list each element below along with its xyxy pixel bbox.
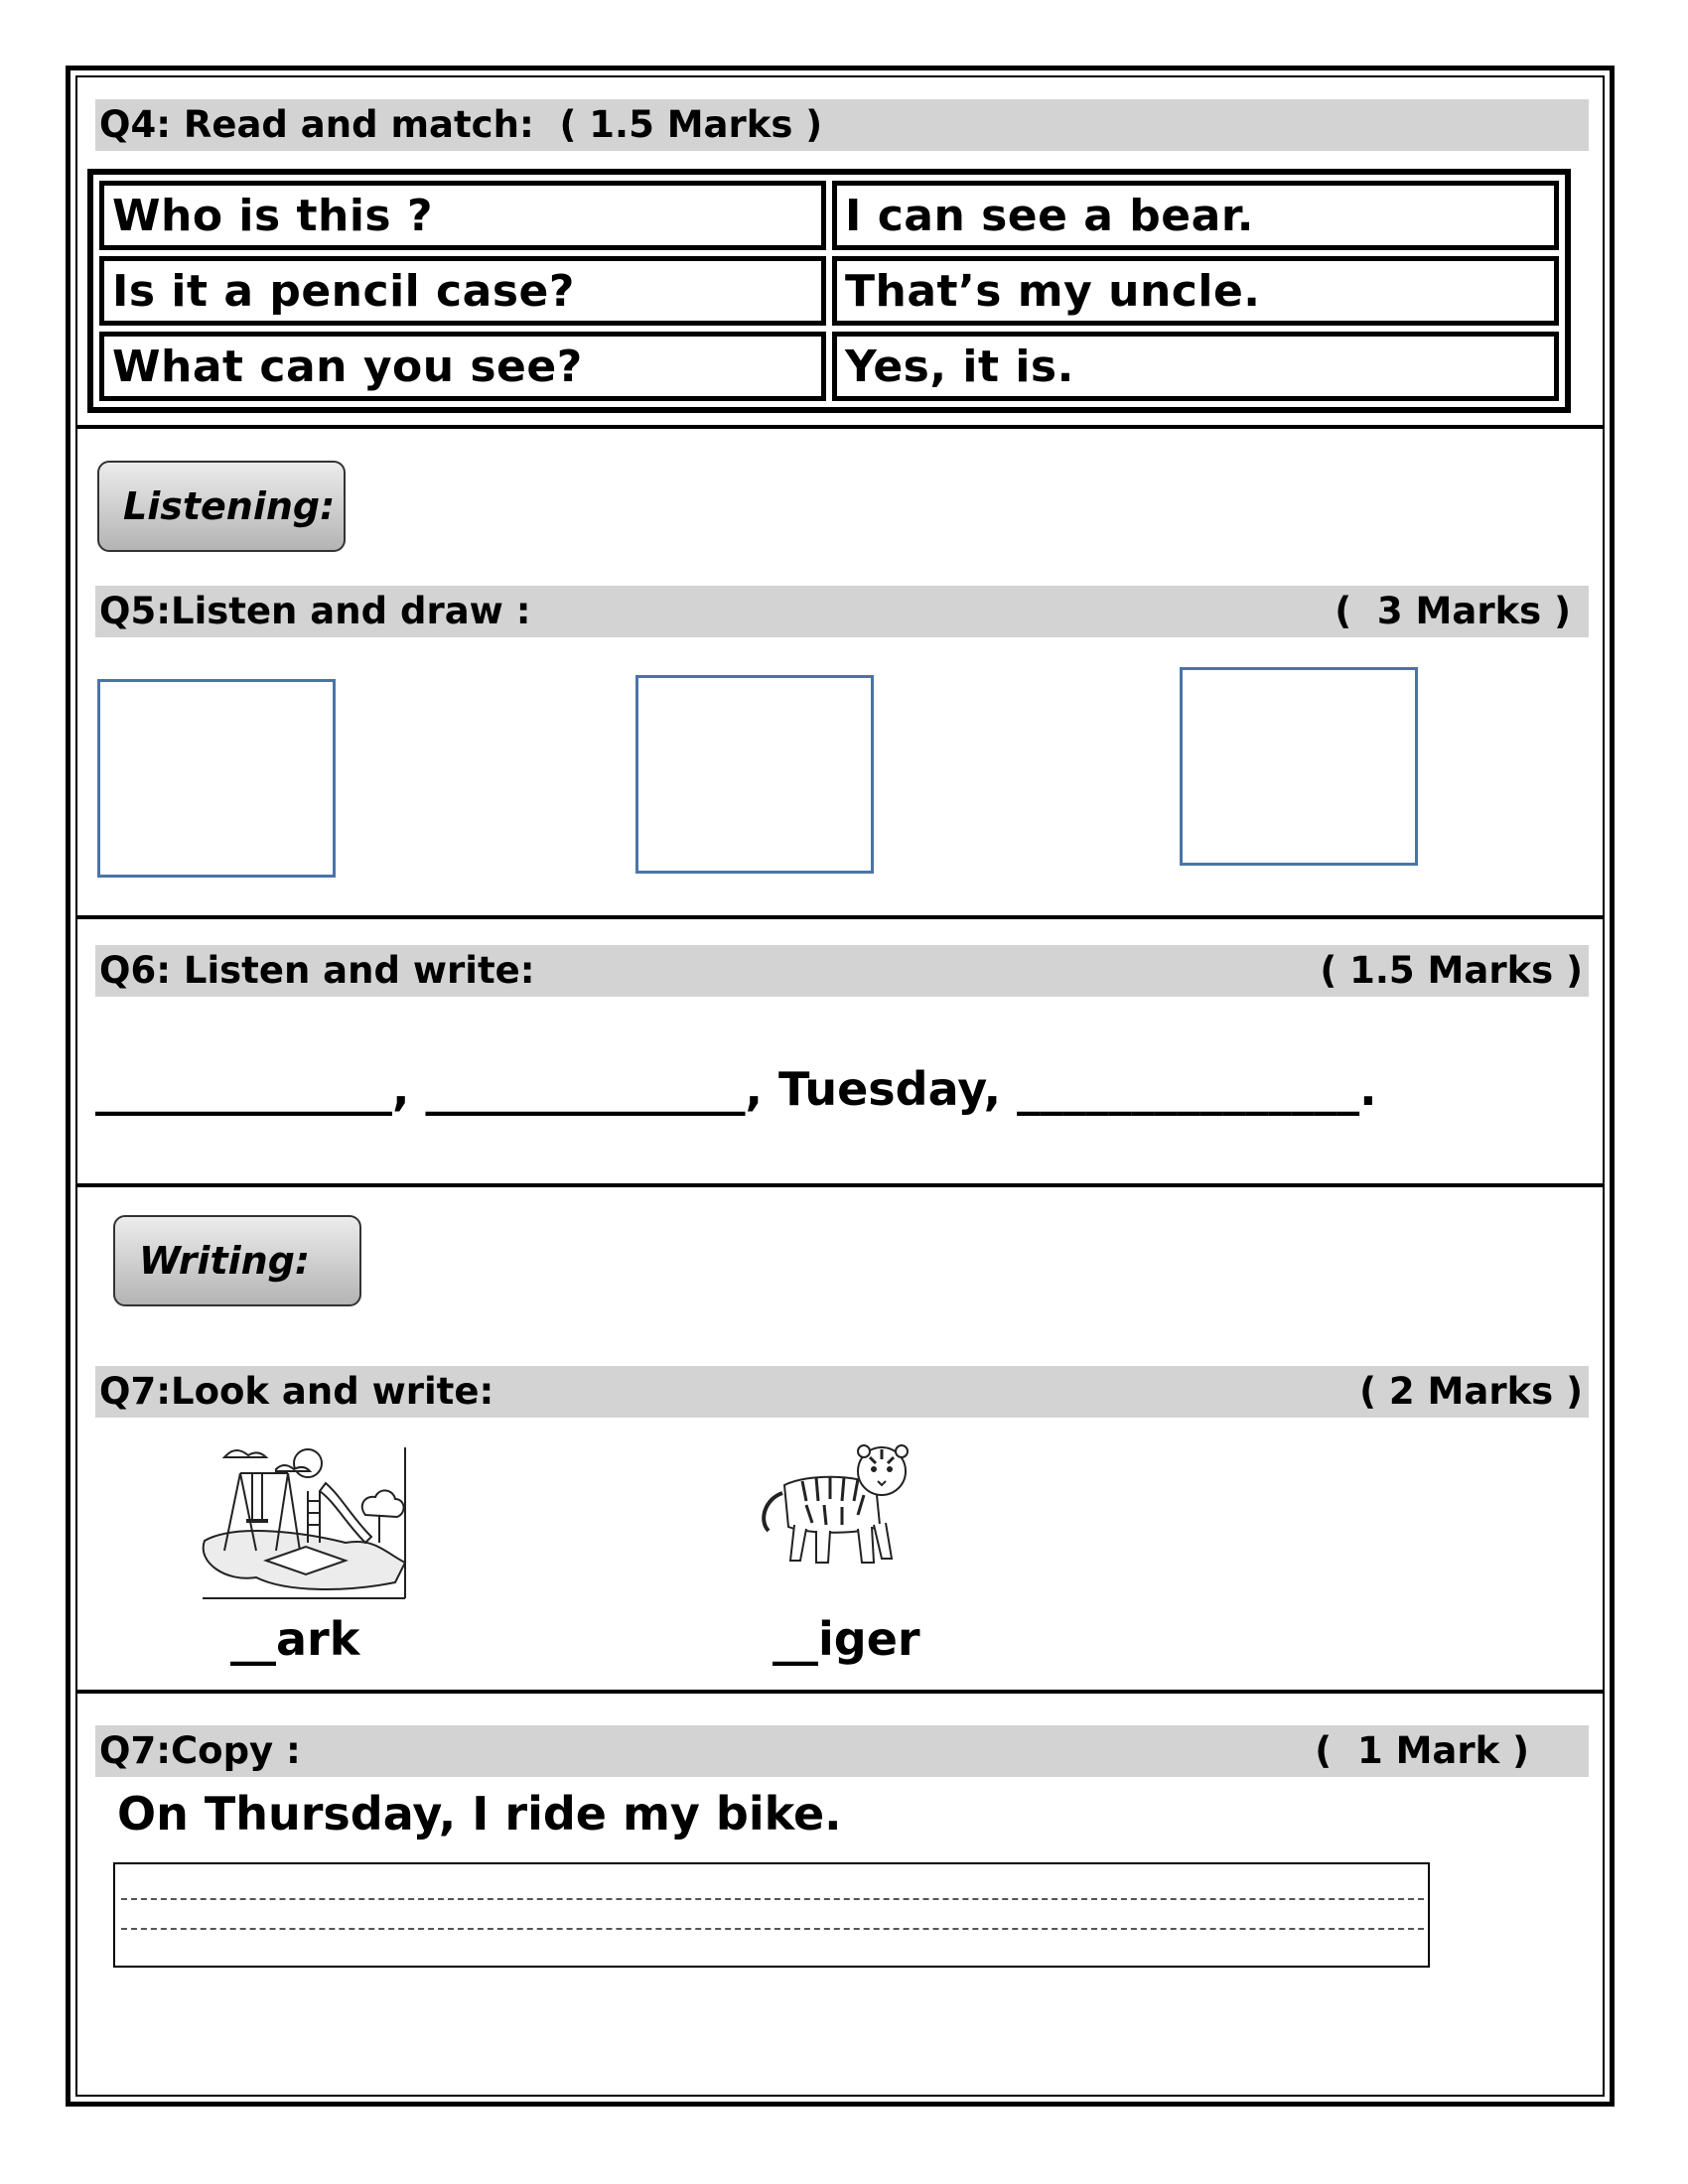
answer-blank-1[interactable]: _____________,	[95, 1062, 410, 1116]
q7a-header	[95, 1366, 1589, 1418]
q4-title: Q4: Read and match: ( 1.5 Marks )	[99, 103, 823, 146]
given-word: Tuesday,	[778, 1062, 1002, 1116]
match-row	[99, 332, 1559, 401]
q6-title: Q6: Listen and write:	[99, 949, 535, 992]
guide-line	[121, 1898, 1424, 1900]
listening-label: Listening:	[97, 461, 346, 552]
match-answer: I can see a bear.	[832, 181, 1559, 250]
copy-writing-box[interactable]	[113, 1862, 1430, 1968]
word-blank-tiger[interactable]: __iger	[773, 1612, 920, 1666]
match-answer: That’s my uncle.	[832, 256, 1559, 326]
q6-header	[95, 945, 1589, 997]
q5-header	[95, 586, 1589, 637]
q5-marks: ( 3 Marks )	[1335, 590, 1571, 632]
match-row	[99, 256, 1559, 326]
section-divider	[77, 425, 1603, 429]
q7b-title: Q7:Copy :	[99, 1729, 301, 1772]
q7b-marks: ( 1 Mark )	[1315, 1729, 1529, 1772]
playground-icon	[197, 1443, 411, 1602]
q7a-marks: ( 2 Marks )	[1359, 1370, 1583, 1413]
draw-box-1[interactable]	[97, 679, 336, 878]
section-divider	[77, 1690, 1603, 1694]
draw-box-3[interactable]	[1180, 667, 1418, 866]
q4-header	[95, 99, 1589, 151]
writing-label: Writing:	[113, 1215, 361, 1306]
answer-blank-3[interactable]: _______________.	[1017, 1062, 1377, 1116]
match-question: Who is this ?	[99, 181, 826, 250]
guide-line	[121, 1928, 1424, 1930]
draw-box-2[interactable]	[635, 675, 874, 874]
q6-marks: ( 1.5 Marks )	[1320, 949, 1583, 992]
match-question: Is it a pencil case?	[99, 256, 826, 326]
q7a-title: Q7:Look and write:	[99, 1370, 494, 1413]
q6-sentence	[95, 1062, 1525, 1116]
match-answer: Yes, it is.	[832, 332, 1559, 401]
match-table	[87, 169, 1571, 413]
match-row	[99, 181, 1559, 250]
q5-title: Q5:Listen and draw :	[99, 590, 531, 632]
copy-sentence: On Thursday, I ride my bike.	[117, 1787, 842, 1841]
q7b-header	[95, 1725, 1589, 1777]
match-question: What can you see?	[99, 332, 826, 401]
tiger-icon	[759, 1435, 927, 1574]
answer-blank-2[interactable]: ______________,	[425, 1062, 763, 1116]
section-divider	[77, 1183, 1603, 1187]
section-divider	[77, 915, 1603, 919]
word-blank-park[interactable]: __ark	[230, 1612, 360, 1666]
